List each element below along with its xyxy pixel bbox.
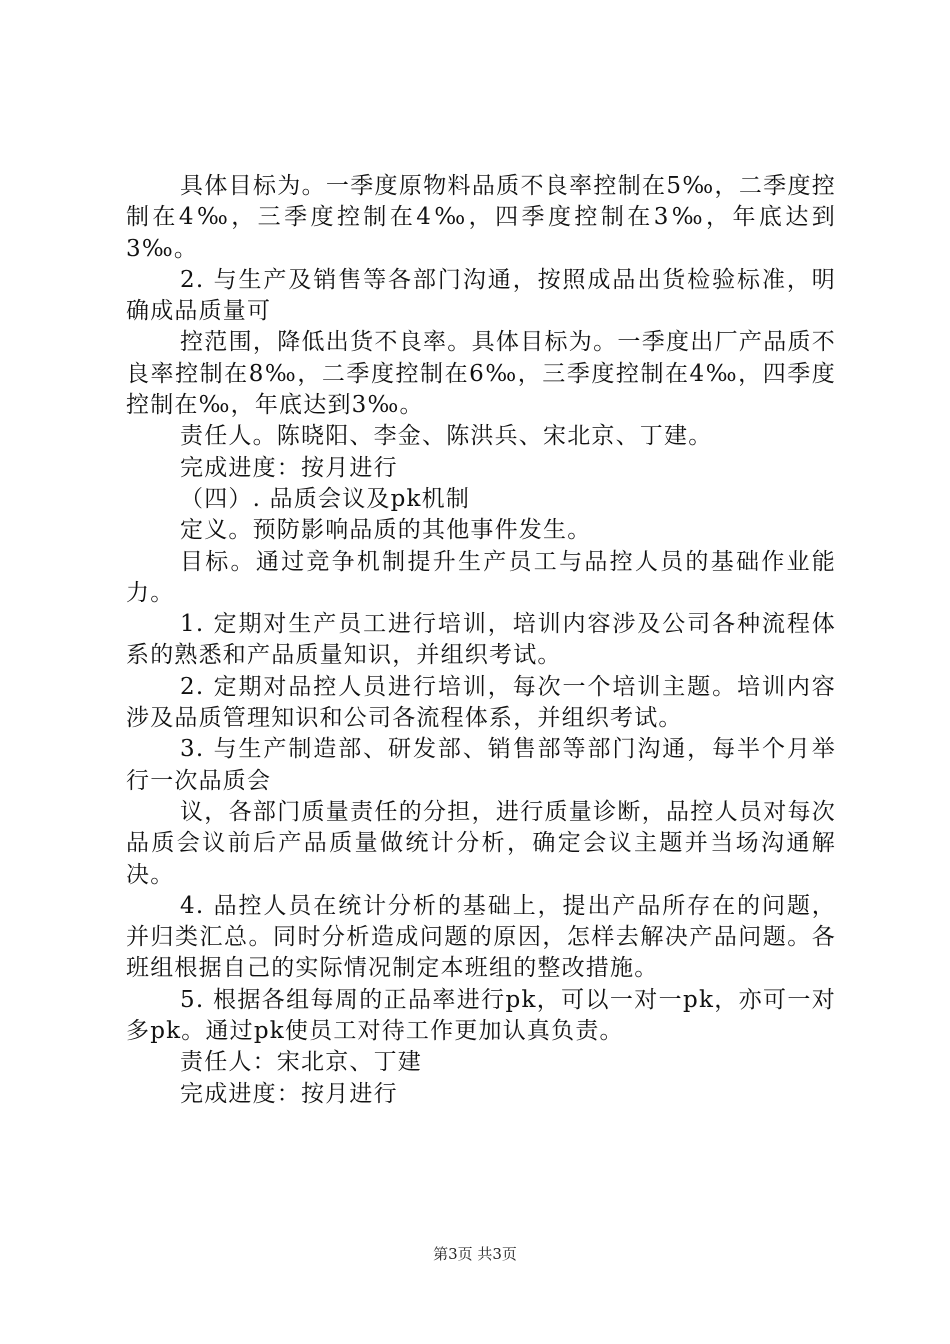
page-number-footer: 第3页 共3页 xyxy=(433,1245,517,1263)
paragraph: 完成进度：按月进行 xyxy=(180,1080,398,1107)
paragraph: 具体目标为。一季度原物料品质不良率控制在5‰，二季度控制在4‰，三季度控制在4‰，四季度控制在3‰，年底达到3‰。 xyxy=(126,173,836,262)
paragraph: 控范围，降低出货不良率。具体目标为。一季度出厂产品质不良率控制在8‰，二季度控制在6‰，三季度控制在4‰，四季度控制在‰，年底达到3‰。 xyxy=(126,329,836,419)
paragraph: 2. 与生产及销售等各部门沟通，按照成品出货检验标准，明确成品质量可 xyxy=(126,266,836,325)
paragraph: 责任人：宋北京、丁建 xyxy=(180,1049,422,1076)
paragraph: 完成进度：按月进行 xyxy=(180,454,398,481)
paragraph: 3. 与生产制造部、研发部、销售部等部门沟通，每半个月举行一次品质会 xyxy=(126,736,836,794)
document-body xyxy=(126,171,836,1110)
section-heading: （四）. 品质会议及pk机制 xyxy=(180,485,471,512)
paragraph: 1. 定期对生产员工进行培训，培训内容涉及公司各种流程体系的熟悉和产品质量知识，并组织考试。 xyxy=(126,611,836,669)
paragraph: 4. 品控人员在统计分析的基础上，提出产品所存在的问题，并归类汇总。同时分析造成问题的原因，怎样去解决产品问题。各班组根据自己的实际情况制定本班组的整改措施。 xyxy=(126,892,836,982)
paragraph: 5. 根据各组每周的正品率进行pk，可以一对一pk，亦可一对多pk。通过pk使员工对待工作更加认真负责。 xyxy=(126,986,836,1045)
paragraph: 2. 定期对品控人员进行培训，每次一个培训主题。培训内容涉及品质管理知识和公司各流程体系，并组织考试。 xyxy=(126,673,836,732)
paragraph: 责任人。陈晓阳、李金、陈洪兵、宋北京、丁建。 xyxy=(180,423,713,450)
paragraph: 定义。预防影响品质的其他事件发生。 xyxy=(180,517,592,544)
paragraph: 议，各部门质量责任的分担，进行质量诊断，品控人员对每次品质会议前后产品质量做统计分析，确定会议主题并当场沟通解决。 xyxy=(126,798,836,888)
paragraph: 目标。通过竞争机制提升生产员工与品控人员的基础作业能力。 xyxy=(126,548,836,606)
